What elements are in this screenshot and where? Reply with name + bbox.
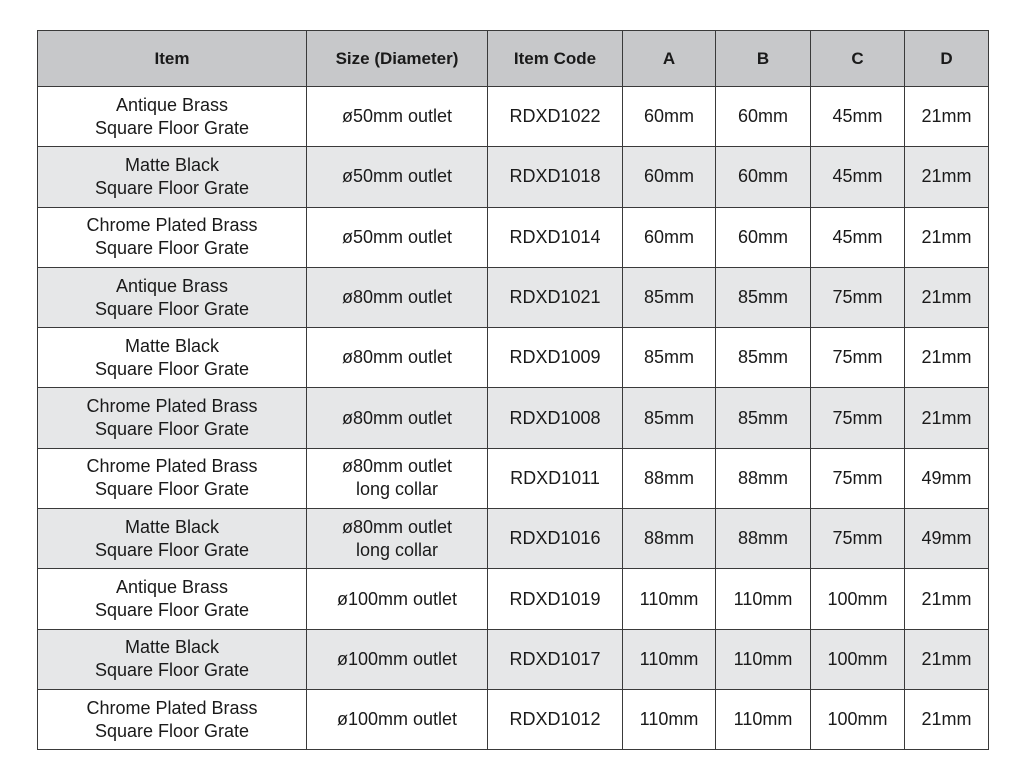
header-row [38, 31, 989, 87]
size-cell [307, 448, 488, 508]
table-row [38, 328, 989, 388]
table-row [38, 569, 989, 629]
table-row [38, 207, 989, 267]
dim-a-cell: 85mm [623, 388, 716, 448]
dim-a-cell: 60mm [623, 147, 716, 207]
dim-d-cell: 21mm [905, 207, 989, 267]
dim-c-cell: 75mm [811, 267, 905, 327]
dim-c-cell: 75mm [811, 328, 905, 388]
item-cell [38, 689, 307, 749]
table-row [38, 509, 989, 569]
item-cell [38, 147, 307, 207]
dim-b-cell: 88mm [716, 448, 811, 508]
dim-a-cell: 110mm [623, 569, 716, 629]
table-row [38, 147, 989, 207]
size-cell-line: ø80mm outlet [341, 407, 453, 428]
item-cell-line: Chrome Plated Brass [86, 456, 258, 477]
item-cell [38, 569, 307, 629]
item-cell-line: Matte Black [124, 637, 220, 658]
dim-c-cell: 100mm [811, 569, 905, 629]
item-code-cell: RDXD1019 [488, 569, 623, 629]
item-cell [38, 207, 307, 267]
item-cell-line: Chrome Plated Brass [86, 396, 258, 417]
table-body [38, 87, 989, 750]
item-cell-line: Square Floor Grate [94, 720, 250, 741]
table-row [38, 87, 989, 147]
size-cell-line: ø100mm outlet [336, 709, 458, 730]
header-a: A [623, 31, 716, 87]
dim-d-cell: 21mm [905, 629, 989, 689]
size-cell [307, 207, 488, 267]
dim-b-cell: 88mm [716, 509, 811, 569]
dim-a-cell: 85mm [623, 328, 716, 388]
dim-c-cell: 45mm [811, 207, 905, 267]
dim-a-cell: 110mm [623, 629, 716, 689]
item-cell [38, 87, 307, 147]
item-cell-line: Square Floor Grate [94, 117, 250, 138]
item-cell [38, 629, 307, 689]
item-cell [38, 388, 307, 448]
item-cell-line: Matte Black [124, 516, 220, 537]
item-cell-line: Square Floor Grate [94, 238, 250, 259]
item-cell-line: Square Floor Grate [94, 177, 250, 198]
dim-b-cell: 110mm [716, 689, 811, 749]
item-cell-line: Antique Brass [115, 275, 229, 296]
size-cell-line: ø80mm outlet [341, 516, 453, 537]
size-cell [307, 509, 488, 569]
header-item: Item [38, 31, 307, 87]
item-code-cell: RDXD1022 [488, 87, 623, 147]
dim-c-cell: 45mm [811, 147, 905, 207]
item-code-cell: RDXD1012 [488, 689, 623, 749]
item-cell-line: Square Floor Grate [94, 419, 250, 440]
item-cell-line: Square Floor Grate [94, 479, 250, 500]
dim-b-cell: 110mm [716, 569, 811, 629]
table-header [38, 31, 989, 87]
dim-c-cell: 45mm [811, 87, 905, 147]
size-cell-line: ø80mm outlet [341, 347, 453, 368]
dim-b-cell: 85mm [716, 267, 811, 327]
size-cell [307, 569, 488, 629]
size-cell-line: ø50mm outlet [341, 106, 453, 127]
header-size: Size (Diameter) [307, 31, 488, 87]
size-cell [307, 267, 488, 327]
dim-a-cell: 110mm [623, 689, 716, 749]
size-cell-line: ø50mm outlet [341, 226, 453, 247]
dim-b-cell: 85mm [716, 328, 811, 388]
item-cell-line: Square Floor Grate [94, 298, 250, 319]
size-cell-line: ø80mm outlet [341, 287, 453, 308]
size-cell [307, 629, 488, 689]
header-c: C [811, 31, 905, 87]
size-cell-line: ø80mm outlet [341, 456, 453, 477]
dim-d-cell: 21mm [905, 267, 989, 327]
table-row [38, 629, 989, 689]
dim-b-cell: 110mm [716, 629, 811, 689]
item-cell-line: Matte Black [124, 154, 220, 175]
dim-a-cell: 85mm [623, 267, 716, 327]
size-cell-line: ø100mm outlet [336, 588, 458, 609]
item-cell-line: Square Floor Grate [94, 539, 250, 560]
dim-b-cell: 85mm [716, 388, 811, 448]
size-cell-line: long collar [355, 479, 439, 500]
table-row [38, 448, 989, 508]
size-cell-line: ø50mm outlet [341, 166, 453, 187]
item-code-cell: RDXD1008 [488, 388, 623, 448]
item-code-cell: RDXD1011 [488, 448, 623, 508]
dim-c-cell: 75mm [811, 448, 905, 508]
dim-d-cell: 21mm [905, 689, 989, 749]
size-cell-line: ø100mm outlet [336, 648, 458, 669]
dim-c-cell: 75mm [811, 509, 905, 569]
item-code-cell: RDXD1009 [488, 328, 623, 388]
table-row [38, 689, 989, 749]
dim-d-cell: 21mm [905, 388, 989, 448]
item-cell-line: Matte Black [124, 335, 220, 356]
dim-b-cell: 60mm [716, 207, 811, 267]
item-cell-line: Square Floor Grate [94, 358, 250, 379]
item-cell [38, 448, 307, 508]
item-cell-line: Square Floor Grate [94, 660, 250, 681]
dim-b-cell: 60mm [716, 87, 811, 147]
dim-c-cell: 75mm [811, 388, 905, 448]
item-code-cell: RDXD1016 [488, 509, 623, 569]
item-cell [38, 267, 307, 327]
table-row [38, 388, 989, 448]
size-cell [307, 328, 488, 388]
dim-d-cell: 49mm [905, 509, 989, 569]
size-cell [307, 689, 488, 749]
size-cell-line: long collar [355, 539, 439, 560]
dim-b-cell: 60mm [716, 147, 811, 207]
dim-d-cell: 21mm [905, 147, 989, 207]
dim-d-cell: 49mm [905, 448, 989, 508]
dim-c-cell: 100mm [811, 689, 905, 749]
item-code-cell: RDXD1021 [488, 267, 623, 327]
item-code-cell: RDXD1014 [488, 207, 623, 267]
dim-a-cell: 60mm [623, 207, 716, 267]
item-cell [38, 509, 307, 569]
size-cell [307, 147, 488, 207]
item-cell-line: Antique Brass [115, 94, 229, 115]
item-code-cell: RDXD1017 [488, 629, 623, 689]
dim-a-cell: 88mm [623, 448, 716, 508]
header-item-code: Item Code [488, 31, 623, 87]
item-cell-line: Square Floor Grate [94, 600, 250, 621]
spec-table [37, 30, 989, 750]
dim-d-cell: 21mm [905, 87, 989, 147]
item-cell-line: Chrome Plated Brass [86, 215, 258, 236]
size-cell [307, 388, 488, 448]
item-cell-line: Antique Brass [115, 577, 229, 598]
header-d: D [905, 31, 989, 87]
item-code-cell: RDXD1018 [488, 147, 623, 207]
item-cell [38, 328, 307, 388]
size-cell [307, 87, 488, 147]
table-row [38, 267, 989, 327]
dim-d-cell: 21mm [905, 328, 989, 388]
dim-d-cell: 21mm [905, 569, 989, 629]
item-cell-line: Chrome Plated Brass [86, 697, 258, 718]
header-b: B [716, 31, 811, 87]
dim-c-cell: 100mm [811, 629, 905, 689]
dim-a-cell: 60mm [623, 87, 716, 147]
dim-a-cell: 88mm [623, 509, 716, 569]
